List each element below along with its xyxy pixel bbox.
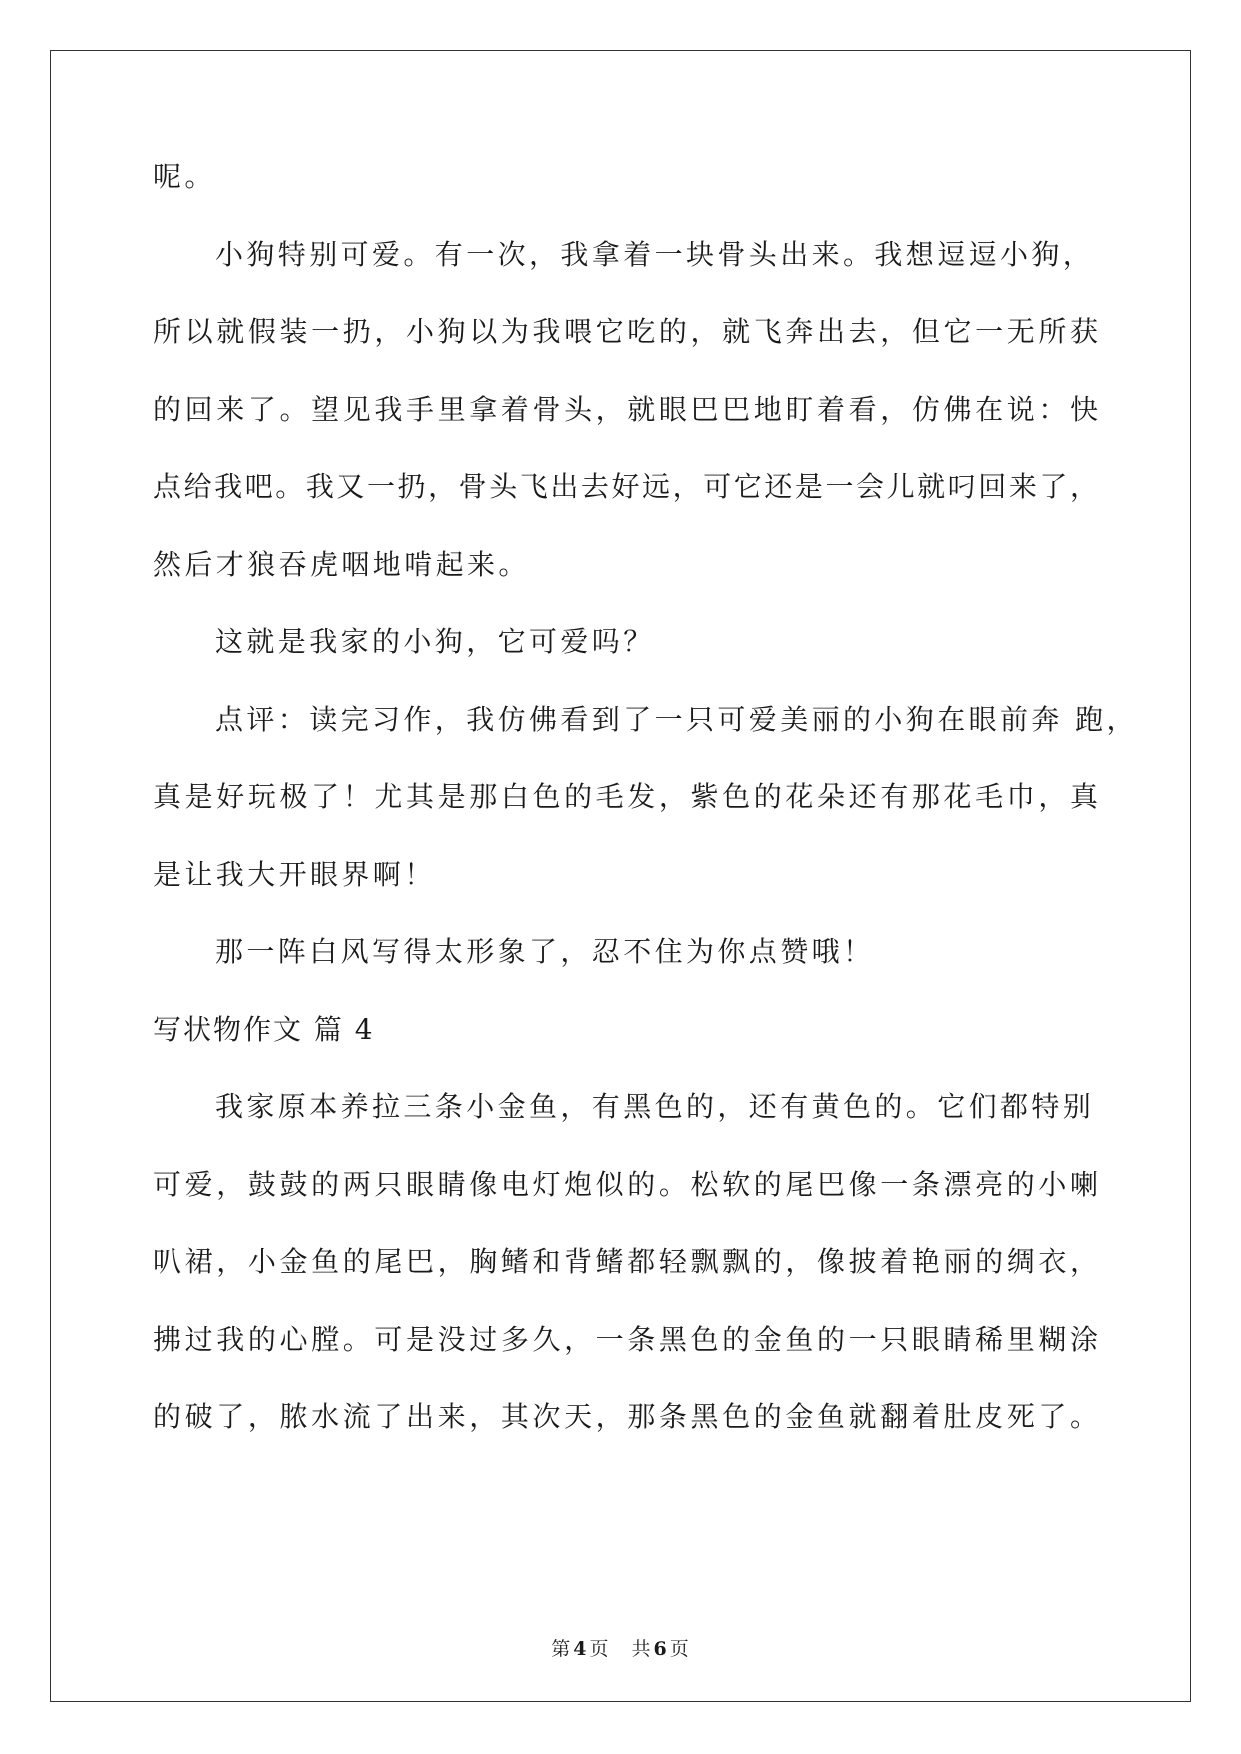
page-prefix: 第 xyxy=(551,1638,572,1660)
text-line: 拂过我的心膛。可是没过多久，一条黑色的金鱼的一只眼睛稀里糊涂 xyxy=(153,1322,1098,1356)
text-line: 所以就假装一扔，小狗以为我喂它吃的，就飞奔出去，但它一无所获 xyxy=(153,315,1098,348)
text-line: 的破了，脓水流了出来，其次天，那条黑色的金鱼就翻着肚皮死了。 xyxy=(153,1400,1098,1433)
text-line: 的回来了。望见我手里拿着骨头，就眼巴巴地盯着看，仿佛在说：快 xyxy=(153,392,1098,426)
text-line: 点给我吧。我又一扔，骨头飞出去好远，可它还是一会儿就叼回来了， xyxy=(153,470,1098,503)
section-heading: 写状物作文 篇 4 xyxy=(153,1012,375,1046)
text-line: 叭裙，小金鱼的尾巴，胸鳍和背鳍都轻飘飘的，像披着艳丽的绸衣， xyxy=(153,1245,1098,1278)
text-line: 呢。 xyxy=(153,160,216,193)
text-line: 点评：读完习作，我仿佛看到了一只可爱美丽的小狗在眼前奔 跑， xyxy=(215,702,1138,736)
total-prefix: 共 xyxy=(631,1638,652,1660)
page-current: 4 xyxy=(573,1638,588,1660)
total-suffix: 页 xyxy=(669,1638,690,1660)
text-line: 然后才狼吞虎咽地啃起来。 xyxy=(153,547,530,581)
page-total: 6 xyxy=(653,1638,668,1660)
page-suffix: 页 xyxy=(589,1638,610,1660)
text-line: 那一阵白风写得太形象了，忍不住为你点赞哦！ xyxy=(215,935,875,968)
text-line: 真是好玩极了！尤其是那白色的毛发，紫色的花朵还有那花毛巾，真 xyxy=(153,780,1098,813)
text-line: 可爱，鼓鼓的两只眼睛像电灯炮似的。松软的尾巴像一条漂亮的小喇 xyxy=(153,1167,1098,1201)
text-line: 是让我大开眼界啊！ xyxy=(153,857,436,891)
text-line: 小狗特别可爱。有一次，我拿着一块骨头出来。我想逗逗小狗， xyxy=(215,237,1095,271)
document-body xyxy=(153,160,1138,1478)
page-footer xyxy=(0,1634,1241,1661)
text-line: 这就是我家的小狗，它可爱吗？ xyxy=(215,625,655,658)
text-line: 我家原本养拉三条小金鱼，有黑色的，还有黄色的。它们都特别 xyxy=(215,1090,1095,1123)
